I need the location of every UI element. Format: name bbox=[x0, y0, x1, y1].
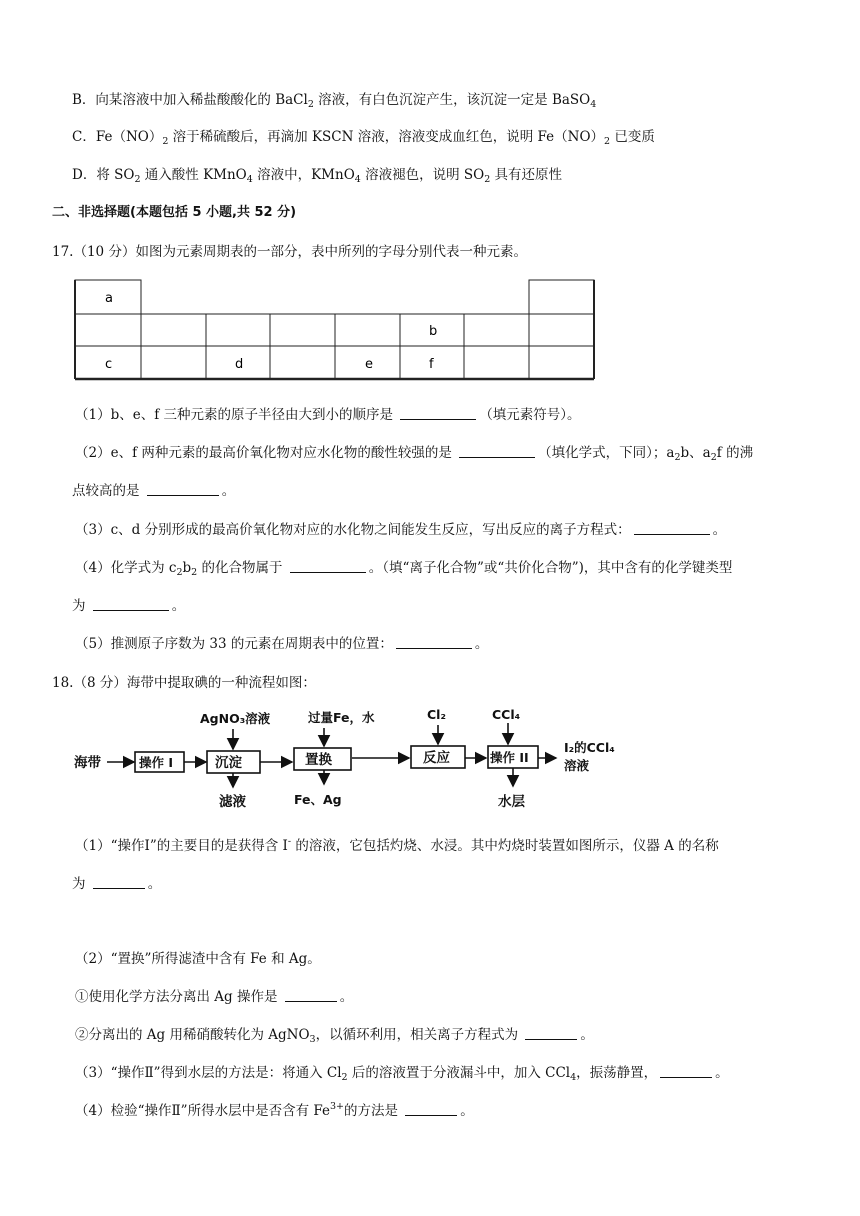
q18-part2: （2）“置换”所得滤渣中含有 Fe 和 Ag。 bbox=[75, 951, 321, 967]
q18-part1: （1）“操作Ⅰ”的主要目的是获得含 I- 的溶液，它包括灼烧、水浸。其中灼烧时装置如图所示，仪器 A 的名称 bbox=[75, 836, 719, 854]
flow-reagent1: AgNO₃溶液 bbox=[200, 711, 271, 726]
answer-blank bbox=[459, 445, 535, 458]
answer-blank bbox=[93, 876, 145, 889]
answer-blank bbox=[405, 1103, 457, 1116]
flow-start: 海带 bbox=[74, 755, 101, 771]
section-title: 二、非选择题(本题包括 5 小题,共 52 分) bbox=[52, 205, 297, 220]
answer-blank bbox=[660, 1065, 712, 1078]
option-c: C．$Fe(NO)_2$ 溶于稀硫酸后，再滴加 KSCN 溶液，溶液变成血红色，说明 $Fe(NO)_2$ 已变质 bbox=[72, 129, 655, 147]
flow-step4: 反应 bbox=[423, 750, 450, 766]
flow-step3: 置换 bbox=[305, 752, 332, 768]
answer-blank bbox=[634, 522, 710, 535]
q17-part2: （2）e、f 两种元素的最高价氧化物对应水化物的酸性较强的是 （填化学式，下同）；$a_2b$、$a_2f$ 的沸 bbox=[75, 445, 754, 463]
q17-part2-line2: 点较高的是 。 bbox=[72, 483, 236, 499]
flow-diagram bbox=[72, 700, 672, 815]
cell-c: c bbox=[105, 357, 113, 372]
periodic-table bbox=[72, 278, 602, 384]
flow-op2: 操作 II bbox=[490, 750, 529, 765]
cell-d: d bbox=[235, 357, 244, 372]
answer-blank bbox=[525, 1027, 577, 1040]
answer-blank bbox=[285, 989, 337, 1002]
flow-reagent4: Cl₂ bbox=[427, 707, 446, 722]
answer-blank bbox=[93, 598, 169, 611]
cell-b: b bbox=[429, 324, 438, 339]
answer-blank bbox=[147, 483, 219, 496]
option-d: D．将 $SO_2$ 通入酸性 KMnO$_4$ 溶液中，KMnO$_4$ 溶液褪色，说明 $SO_2$ 具有还原性 bbox=[72, 167, 563, 185]
flow-out3: Fe、Ag bbox=[294, 792, 342, 807]
answer-blank bbox=[290, 560, 366, 573]
q17-part5: （5）推测原子序数为 33 的元素在周期表中的位置： 。 bbox=[75, 636, 489, 652]
flow-product: I₂的CCl₄ bbox=[564, 740, 615, 755]
answer-blank bbox=[400, 407, 476, 420]
cell-f: f bbox=[429, 357, 434, 372]
q18-part4: （4）检验“操作Ⅱ”所得水层中是否含有 $Fe^{3+}$的方法是 。 bbox=[75, 1101, 474, 1119]
flow-op1: 操作 I bbox=[139, 755, 174, 770]
flow-reagent5: CCl₄ bbox=[492, 707, 521, 722]
q17-part4-line2: 为 。 bbox=[72, 598, 186, 614]
cell-a: a bbox=[105, 291, 113, 306]
q17-part3: （3）c、d 分别形成的最高价氧化物对应的水化物之间能发生反应，写出反应的离子方程式： 。 bbox=[75, 522, 727, 538]
q17-part1: （1）b、e、f 三种元素的原子半径由大到小的顺序是 （填元素符号）。 bbox=[75, 407, 581, 423]
flow-reagent3: 过量Fe，水 bbox=[308, 710, 375, 725]
option-b: B．向某溶液中加入稀盐酸酸化的 BaCl$_2$ 溶液，有白色沉淀产生，该沉淀一定是 BaSO$_4$ bbox=[72, 92, 597, 110]
answer-blank bbox=[396, 636, 472, 649]
q18-stem: 18.（8 分）海带中提取碘的一种流程如图： bbox=[52, 675, 316, 691]
flow-step2: 沉淀 bbox=[215, 755, 242, 771]
cell-e: e bbox=[365, 357, 373, 372]
q17-part4: （4）化学式为 $c_2b_2$ 的化合物属于 。（填“离子化合物”或“共价化合物”)，其中含有的化学键类型 bbox=[75, 560, 733, 578]
q17-stem: 17.（10 分）如图为元素周期表的一部分，表中所列的字母分别代表一种元素。 bbox=[52, 244, 527, 260]
flow-out2: 滤液 bbox=[219, 794, 246, 810]
flow-out5: 水层 bbox=[498, 794, 525, 810]
q18-part2a: ①使用化学方法分离出 Ag 操作是 。 bbox=[75, 989, 354, 1005]
q18-part1-line2: 为 。 bbox=[72, 876, 162, 892]
q18-part3: （3）“操作Ⅱ”得到水层的方法是：将通入 $Cl_2$ 后的溶液置于分液漏斗中，加入 CCl$_4$，振荡静置， 。 bbox=[75, 1065, 729, 1083]
flow-product-2: 溶液 bbox=[564, 758, 590, 773]
q18-part2b: ②分离出的 Ag 用稀硝酸转化为 AgNO$_3$，以循环利用，相关离子方程式为 。 bbox=[75, 1027, 594, 1045]
